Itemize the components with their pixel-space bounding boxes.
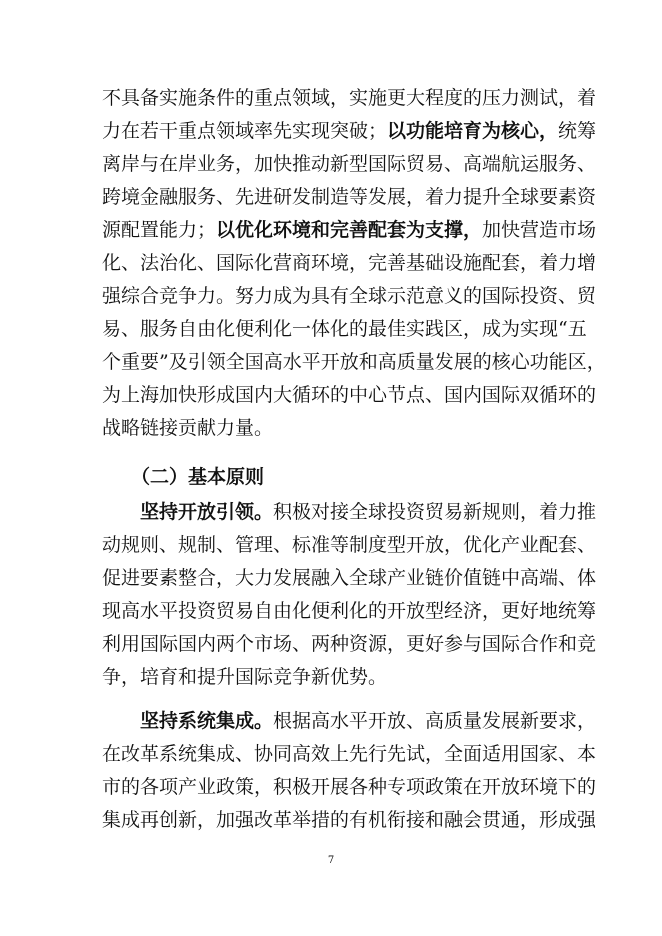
- text-run: 强综合竞争力。努力成为具有全球示范意义的国际投资、贸: [102, 285, 597, 307]
- text-run: 为上海加快形成国内大循环的中心节点、国内国际双循环的: [102, 384, 597, 406]
- paragraph-1-line-7: [102, 281, 597, 311]
- text-run: 易、服务自由化便利化一体化的最佳实践区，成为实现“五: [102, 318, 587, 340]
- text-run: 促进要素整合，大力发展融入全球产业链价值链中高端、体: [102, 567, 597, 589]
- paragraph-2-line-6: [102, 662, 572, 692]
- paragraph-1-line-8: [102, 314, 587, 344]
- text-run: 动规则、规制、管理、标准等制度型开放，优化产业配套、: [102, 534, 597, 556]
- paragraph-1-line-1: [102, 83, 597, 113]
- text-run: 现高水平投资贸易自由化便利化的开放型经济，更好地统筹: [102, 600, 597, 622]
- paragraph-3-line-2: [102, 739, 597, 769]
- bold-emphasis: 以功能培育为核心，: [387, 120, 559, 142]
- paragraph-2-line-1: [140, 497, 597, 527]
- paragraph-1-line-3: [102, 149, 597, 179]
- section-heading: （二）基本原则: [131, 466, 265, 488]
- text-run: 利用国际国内两个市场、两种资源，更好参与国际合作和竞: [102, 633, 597, 655]
- paragraph-2-line-4: [102, 596, 597, 626]
- text-run: 积极对接全球投资贸易新规则，着力推: [273, 501, 597, 523]
- text-run: 源配置能力；: [102, 219, 217, 241]
- text-run: 化、法治化、国际化营商环境，完善基础设施配套，着力增: [102, 252, 597, 274]
- paragraph-3-line-1: [140, 706, 597, 736]
- text-run: 加快营造市场: [482, 219, 597, 241]
- paragraph-3-line-3: [102, 772, 597, 802]
- page-number: 7: [327, 855, 335, 866]
- paragraph-2-lead: 坚持开放引领。: [140, 501, 274, 523]
- paragraph-3-lead: 坚持系统集成。: [140, 710, 274, 732]
- paragraph-1-line-5: [102, 215, 597, 245]
- text-run: 统筹: [558, 120, 597, 142]
- text-run: 战略链接贡献力量。: [102, 417, 274, 439]
- text-run: 根据高水平开放、高质量发展新要求，: [273, 710, 597, 732]
- paragraph-3-line-4: [102, 805, 597, 835]
- bold-emphasis: 以优化环境和完善配套为支撑，: [216, 219, 483, 241]
- text-run: 不具备实施条件的重点领域，实施更大程度的压力测试，着: [102, 87, 597, 109]
- text-run: 离岸与在岸业务，加快推动新型国际贸易、高端航运服务、: [102, 153, 597, 175]
- paragraph-2-line-5: [102, 629, 597, 659]
- paragraph-2-line-2: [102, 530, 597, 560]
- paragraph-2-line-3: [102, 563, 597, 593]
- text-run: 跨境金融服务、先进研发制造等发展，着力提升全球要素资: [102, 186, 597, 208]
- paragraph-1-line-4: [102, 182, 597, 212]
- paragraph-1-line-2: [102, 116, 597, 146]
- text-run: 集成再创新，加强改革举措的有机衔接和融会贯通，形成强: [102, 809, 597, 831]
- paragraph-1-line-9: [102, 347, 606, 377]
- paragraph-1-line-11: [102, 413, 572, 443]
- text-run: 个重要”及引领全国高水平开放和高质量发展的核心功能区，: [102, 351, 606, 373]
- text-run: 在改革系统集成、协同高效上先行先试，全面适用国家、本: [102, 743, 597, 765]
- text-run: 市的各项产业政策，积极开展各种专项政策在开放环境下的: [102, 776, 597, 798]
- paragraph-1-line-10: [102, 380, 597, 410]
- text-run: 力在若干重点领域率先实现突破；: [102, 120, 388, 142]
- paragraph-1-line-6: [102, 248, 597, 278]
- text-run: 争，培育和提升国际竞争新优势。: [102, 666, 388, 688]
